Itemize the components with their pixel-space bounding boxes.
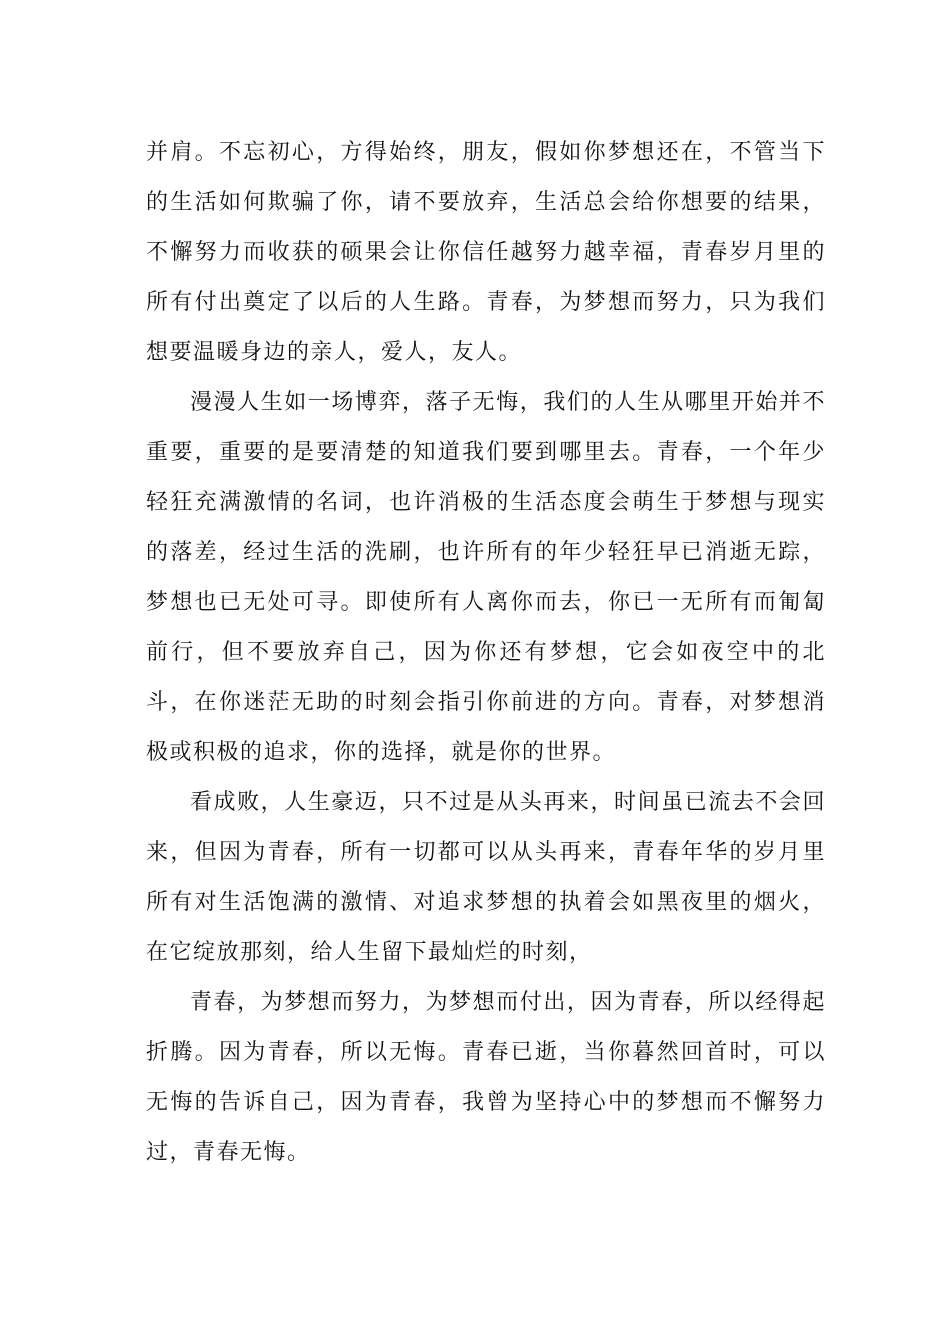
paragraph-4: 青春，为梦想而努力，为梦想而付出，因为青春，所以经得起折腾。因为青春，所以无悔。青春已逝，当你暮然回首时，可以无悔的告诉自己，因为青春，我曾为坚持心中的梦想而不懈努力过，青春无悔。 xyxy=(146,990,826,1165)
paragraph-1: 并肩。不忘初心，方得始终，朋友，假如你梦想还在，不管当下的生活如何欺骗了你，请不要放弃，生活总会给你想要的结果，不懈努力而收获的硕果会让你信任越努力越幸福，青春岁月里的所有付出奠定了以后的人生路。青春，为梦想而努力，只为我们想要温暖身边的亲人，爱人，友人。 xyxy=(146,140,826,365)
document-body xyxy=(146,128,826,1178)
paragraph-3: 看成败，人生豪迈，只不过是从头再来，时间虽已流去不会回来，但因为青春，所有一切都可以从头再来，青春年华的岁月里所有对生活饱满的激情、对追求梦想的执着会如黑夜里的烟火，在它绽放那刻，给人生留下最灿烂的时刻， xyxy=(146,790,826,965)
paragraph-2: 漫漫人生如一场博弈，落子无悔，我们的人生从哪里开始并不重要，重要的是要清楚的知道我们要到哪里去。青春，一个年少轻狂充满激情的名词，也许消极的生活态度会萌生于梦想与现实的落差，经过生活的洗刷，也许所有的年少轻狂早已消逝无踪，梦想也已无处可寻。即使所有人离你而去，你已一无所有而匍匐前行，但不要放弃自己，因为你还有梦想，它会如夜空中的北斗，在你迷茫无助的时刻会指引你前进的方向。青春，对梦想消极或积极的追求，你的选择，就是你的世界。 xyxy=(146,390,826,765)
